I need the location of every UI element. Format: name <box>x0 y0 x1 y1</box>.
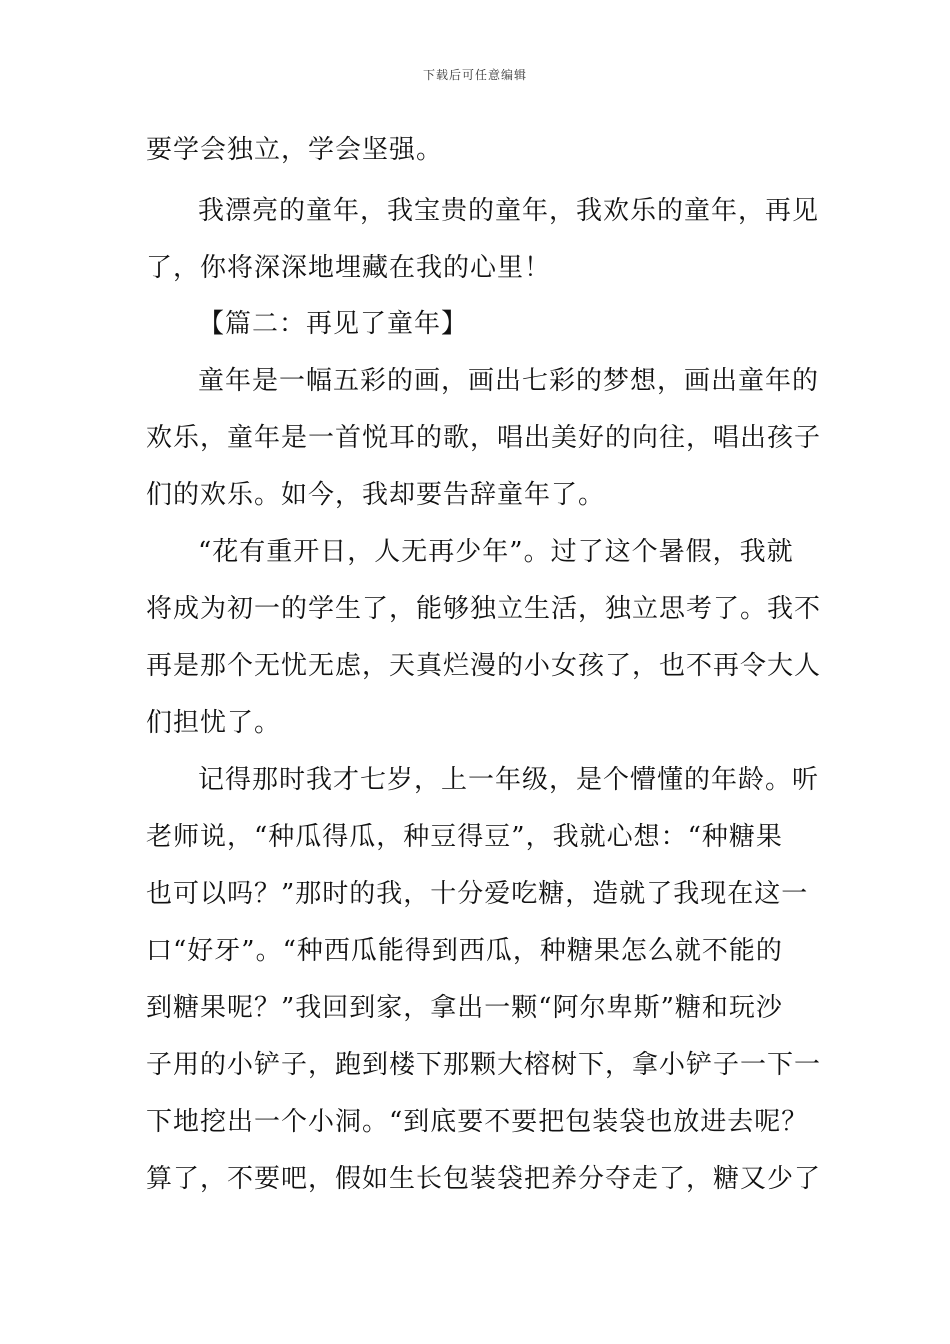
page-header-note: 下载后可任意编辑 <box>422 68 527 82</box>
text-line: 们的欢乐。如今，我却要告辞童年了。 <box>146 480 606 510</box>
text-line: “花有重开日，人无再少年”。过了这个暑假，我就 <box>198 537 794 567</box>
text-line: 将成为初一的学生了，能够独立生活，独立思考了。我不 <box>146 594 822 624</box>
text-line: 我漂亮的童年，我宝贵的童年，我欢乐的童年，再见 <box>198 196 820 226</box>
text-line: 老师说，“种瓜得瓜，种豆得豆”，我就心想：“种糖果 <box>146 822 783 852</box>
text-line: 记得那时我才七岁，上一年级，是个懵懂的年龄。听 <box>198 765 820 795</box>
text-line: 算了，不要吧，假如生长包装袋把养分夺走了，糖又少了 <box>146 1164 822 1194</box>
text-line: 下地挖出一个小洞。“到底要不要把包装袋也放进去呢？ <box>146 1107 809 1137</box>
text-line: 口“好牙”。“种西瓜能得到西瓜，种糖果怎么就不能的 <box>146 936 783 966</box>
text-line: 欢乐，童年是一首悦耳的歌，唱出美好的向往，唱出孩子 <box>146 423 822 453</box>
text-line: 要学会独立，学会坚强。 <box>146 135 444 165</box>
text-line: 子用的小铲子，跑到楼下那颗大榕树下，拿小铲子一下一 <box>146 1050 822 1080</box>
text-line: 童年是一幅五彩的画，画出七彩的梦想，画出童年的 <box>198 366 820 396</box>
text-line: 们担忧了。 <box>146 708 282 738</box>
text-line: 也可以吗？”那时的我，十分爱吃糖，造就了我现在这一 <box>146 879 809 909</box>
text-line: 再是那个无忧无虑，天真烂漫的小女孩了，也不再令大人 <box>146 651 822 681</box>
text-line: 了，你将深深地埋藏在我的心里！ <box>146 253 552 283</box>
text-line: 到糖果呢？”我回到家，拿出一颗“阿尔卑斯”糖和玩沙 <box>146 993 783 1023</box>
section-title: 【篇二：再见了童年】 <box>198 309 469 339</box>
